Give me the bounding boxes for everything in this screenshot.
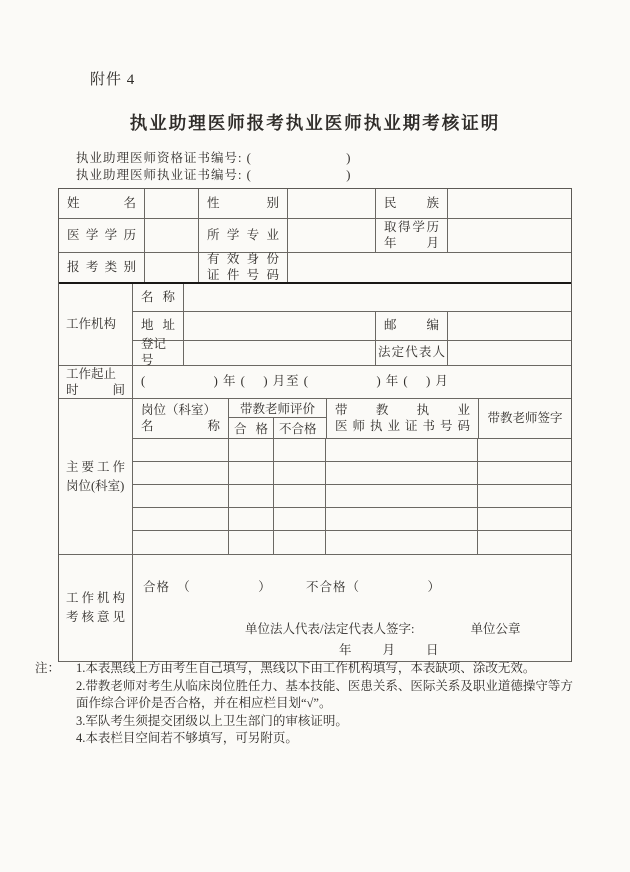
pass-header: 合格 [229,418,274,438]
org-address-value-cell [184,312,376,340]
col-teacher-sign-header: 带教老师签字 [487,410,563,425]
row-basic-1 [59,189,571,219]
category-label-cell: 报考类别 [59,253,145,282]
col-post-name-header: 岗位（科室） 名称 [133,399,229,438]
document-title: 执业助理医师报考执业医师执业期考核证明 [129,113,501,133]
notes-prefix: 注： [35,661,61,675]
positions-header-row [133,399,571,439]
ethnicity-label-cell: 民族 [376,189,448,218]
position-row [133,439,571,462]
note-item: 3.军队考生须提交团级以上卫生部门的审核证明。 [76,713,348,728]
legal-rep-signature-label: 单位法人代表/法定代表人签字: [245,622,415,636]
ethnicity-value-cell [448,189,571,218]
org-regno-row [133,337,571,367]
qualification-cert-number-line: 执业助理医师资格证书编号: ( ) [76,151,352,165]
review-section [59,555,571,662]
organization-section [59,284,571,366]
position-row [133,462,571,485]
org-regno-label-cell: 登记号 [133,341,184,365]
col-teacher-eval-header [229,399,327,438]
legal-rep-value-cell [448,341,571,365]
note-item: 2.带教老师对考生从临床岗位胜任力、基本技能、医患关系、医际关系及职业道德操守等方面作综合评价是否合格，并在相应栏目划“√”。 [76,678,573,710]
degree-date-value-cell [448,219,571,252]
name-value-cell [145,189,199,218]
category-value-cell [145,253,199,282]
review-date-line: 年 月 日 [339,643,441,657]
major-label-cell: 所学专业 [199,219,288,252]
attachment-label: 附件 4 [90,72,136,88]
note-item: 4.本表栏目空间若不够填写，可另附页。 [76,731,298,745]
id-number-value-cell [288,253,571,282]
name-label-cell: 姓名 [59,189,145,218]
work-period-label: 工作起止 时间 [59,366,133,398]
major-value-cell [288,219,376,252]
postcode-value-cell [448,312,571,340]
review-content [133,555,571,661]
degree-date-label-cell: 取得学历 年月 [376,219,448,252]
footnotes [35,660,575,748]
practice-cert-number-line: 执业助理医师执业证书编号: ( ) [76,168,352,182]
id-number-label-cell: 有效身份 证件号码 [199,253,288,282]
work-period-value: ( ) 年 ( ) 月至 ( ) 年 ( ) 月 [141,374,449,389]
gender-label-cell: 性别 [199,189,288,218]
col-cert-number-header: 带教执业 医师执业证书号码 [327,399,479,438]
org-name-row [133,284,571,312]
review-result-line: 合格 （ ） 不合格（ ） [143,580,442,594]
gender-value-cell [288,189,376,218]
org-name-value-cell [184,284,571,311]
education-value-cell [145,219,199,252]
org-seal-label: 单位公章 [470,622,521,636]
teacher-eval-title: 带教老师评价 [229,399,326,418]
position-row [133,485,571,508]
note-item: 1.本表黑线上方由考生自己填写，黑线以下由工作机构填写，本表缺项、涂改无效。 [76,661,536,675]
positions-section [59,399,571,555]
postcode-label-cell: 邮编 [376,312,448,340]
row-basic-2 [59,219,571,253]
org-address-row [133,312,571,341]
row-basic-3 [59,253,571,284]
certificate-numbers [76,150,351,184]
review-section-label: 工作机构 考核意见 [59,555,133,661]
position-row [133,508,571,531]
org-regno-value-cell [184,341,376,365]
assessment-form-table [58,188,572,662]
organization-section-label: 工作机构 [59,284,133,365]
org-name-label-cell: 名称 [133,284,184,311]
fail-header: 不合格 [279,422,317,436]
position-row [133,531,571,554]
legal-rep-label-cell: 法定代表人 [376,341,448,365]
org-address-label-cell: 地址 [133,312,184,340]
positions-section-label: 主要工作 岗位(科室) [59,399,133,554]
work-period-section [59,366,571,399]
education-label-cell: 医学学历 [59,219,145,252]
